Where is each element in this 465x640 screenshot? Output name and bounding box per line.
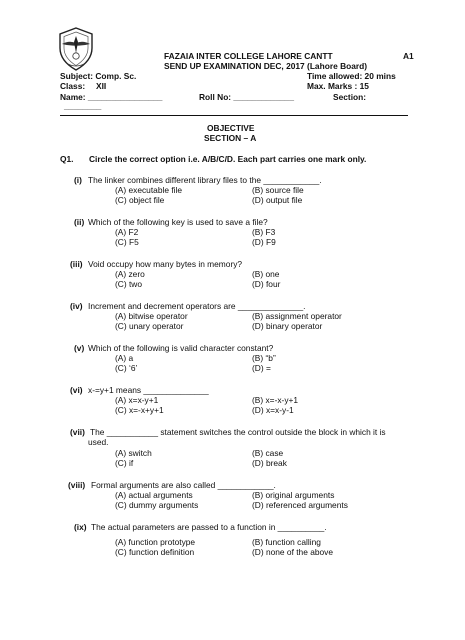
question-text: The actual parameters are passed to a function in __________.: [91, 522, 327, 532]
option-a: (A) actual arguments: [115, 490, 193, 500]
option-d: (D) none of the above: [252, 547, 334, 557]
college-name: FAZAIA INTER COLLEGE LAHORE CANTT: [164, 51, 333, 61]
option-a: (A) executable file: [115, 185, 183, 195]
time-allowed: Time allowed: 20 mins: [307, 71, 396, 81]
part-number: (v): [74, 343, 85, 353]
exam-title: SEND UP EXAMINATION DEC, 2017 (Lahore Board): [164, 61, 368, 71]
option-c: (C) F5: [115, 237, 139, 247]
question-text: Void occupy how many bytes in memory?: [88, 259, 243, 269]
part-number: (vii): [70, 427, 85, 437]
objective-title: OBJECTIVE: [207, 123, 255, 133]
option-d: (D) referenced arguments: [252, 500, 348, 510]
option-c: (C) x=-x+y+1: [115, 405, 164, 415]
option-a: (A) F2: [115, 227, 139, 237]
question-text-continued: used.: [88, 437, 109, 447]
name-field: Name: ________________: [60, 92, 163, 102]
header-rule: [60, 115, 408, 116]
option-d: (D) F9: [252, 237, 276, 247]
option-c: (C) if: [115, 458, 134, 468]
option-a: (A) a: [115, 353, 134, 363]
subject: Subject: Comp. Sc.: [60, 71, 137, 81]
class-label: Class:: [60, 81, 86, 91]
option-b: (B) case: [252, 448, 284, 458]
class-value: XII: [96, 81, 107, 91]
question-number: Q1.: [60, 154, 74, 164]
part-number: (ii): [74, 217, 85, 227]
option-d: (D) output file: [252, 195, 303, 205]
option-a: (A) zero: [115, 269, 145, 279]
roll-no-field: Roll No: _____________: [199, 92, 294, 102]
option-d: (D) binary operator: [252, 321, 323, 331]
option-c: (C) function definition: [115, 547, 195, 557]
option-c: (C) dummy arguments: [115, 500, 199, 510]
part-number: (iv): [70, 301, 83, 311]
option-b: (B) source file: [252, 185, 304, 195]
option-a: (A) bitwise operator: [115, 311, 188, 321]
option-c: (C) ‘6’: [115, 363, 138, 373]
option-c: (C) unary operator: [115, 321, 184, 331]
option-b: (B) F3: [252, 227, 276, 237]
option-b: (B) x=-x-y+1: [252, 395, 299, 405]
paper-code: A1: [403, 51, 414, 61]
option-a: (A) switch: [115, 448, 152, 458]
part-number: (ix): [74, 522, 87, 532]
option-c: (C) two: [115, 279, 142, 289]
part-number: (iii): [70, 259, 83, 269]
section-title: SECTION – A: [204, 133, 257, 143]
max-marks: Max. Marks : 15: [307, 81, 369, 91]
question-text: Increment and decrement operators are ______________.: [88, 301, 306, 311]
question-text: Formal arguments are also called ____________.: [91, 480, 276, 490]
part-number: (viii): [68, 480, 86, 490]
question-text: Which of the following key is used to save a file?: [88, 217, 268, 227]
option-b: (B) original arguments: [252, 490, 335, 500]
college-crest-logo: [55, 26, 97, 72]
option-b: (B) one: [252, 269, 280, 279]
question-text: x-=y+1 means ______________: [88, 385, 209, 395]
option-d: (D) four: [252, 279, 281, 289]
option-d: (D) break: [252, 458, 287, 468]
instruction-text: Circle the correct option i.e. A/B/C/D. Each part carries one mark only.: [89, 154, 367, 164]
question-text: The linker combines different library files to the ____________.: [88, 175, 322, 185]
option-d: (D) x=x-y-1: [252, 405, 294, 415]
part-number: (i): [74, 175, 82, 185]
option-b: (B) “b”: [252, 353, 276, 363]
part-number: (vi): [70, 385, 83, 395]
option-a: (A) x=x-y+1: [115, 395, 159, 405]
question-text: The ___________ statement switches the control outside the block in which it is: [90, 427, 386, 437]
option-d: (D) =: [252, 363, 271, 373]
option-b: (B) assignment operator: [252, 311, 342, 321]
question-text: Which of the following is valid character constant?: [88, 343, 274, 353]
section-blank: ________: [64, 101, 102, 111]
option-b: (B) function calling: [252, 537, 321, 547]
option-c: (C) object file: [115, 195, 165, 205]
option-a: (A) function prototype: [115, 537, 196, 547]
section-field: Section:: [333, 92, 367, 102]
